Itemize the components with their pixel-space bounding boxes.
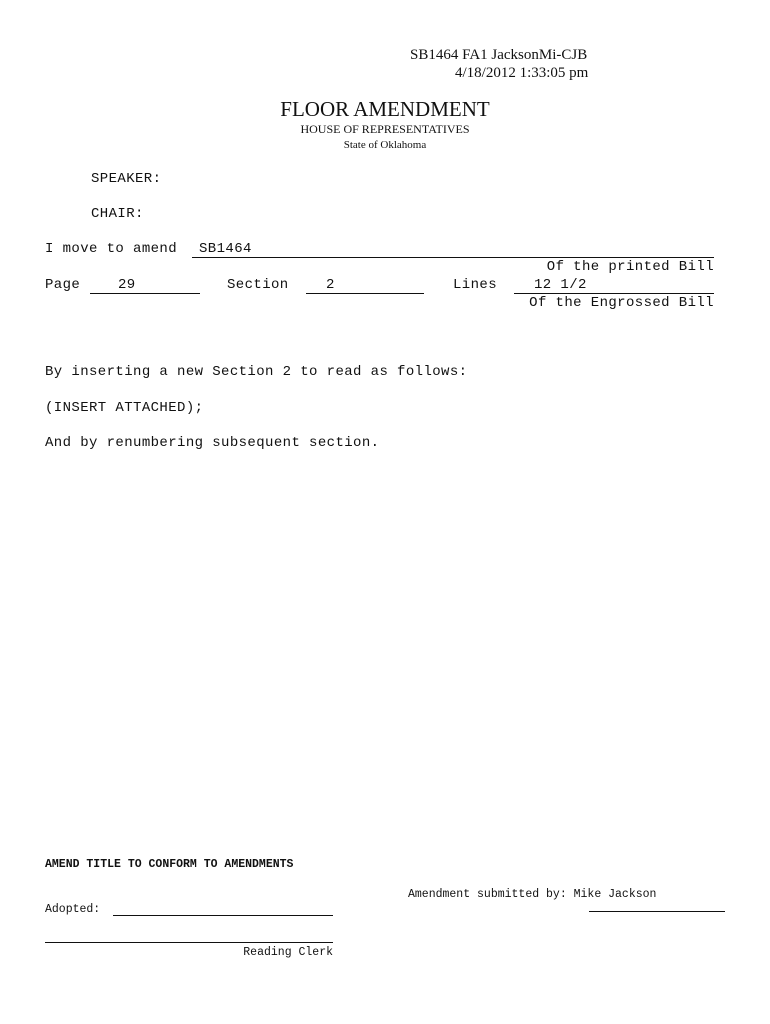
amendment-text-line: And by renumbering subsequent section. [45, 435, 380, 451]
submitter-signature-line [589, 911, 725, 912]
page-number-field: 29 [90, 277, 200, 294]
submitted-by: Amendment submitted by: Mike Jackson [408, 888, 657, 901]
document-timestamp: 4/18/2012 1:33:05 pm [455, 65, 589, 81]
document-title: FLOOR AMENDMENT [280, 97, 490, 121]
adopted-label: Adopted: [45, 903, 101, 916]
printed-bill-note: Of the printed Bill [546, 259, 714, 275]
reading-clerk-label: Reading Clerk [243, 946, 333, 959]
house-name: HOUSE OF REPRESENTATIVES [300, 122, 470, 136]
section-number-field: 2 [306, 277, 424, 294]
page-label: Page [45, 277, 81, 293]
lines-label: Lines [453, 277, 498, 293]
amendment-text-line: By inserting a new Section 2 to read as follows: [45, 364, 468, 380]
bill-number-field: SB1464 [192, 241, 714, 258]
section-label: Section [227, 277, 289, 293]
amend-title-instruction: AMEND TITLE TO CONFORM TO AMENDMENTS [45, 858, 294, 871]
clerk-signature-line [45, 942, 333, 943]
motion-label: I move to amend [45, 241, 178, 257]
speaker-label: SPEAKER: [91, 171, 162, 187]
adopted-signature-line [113, 915, 333, 916]
engrossed-bill-note: Of the Engrossed Bill [529, 295, 714, 311]
document-code: SB1464 FA1 JacksonMi-CJB [410, 47, 588, 63]
amendment-text-line: (INSERT ATTACHED); [45, 400, 204, 416]
chair-label: CHAIR: [91, 206, 144, 222]
lines-field: 12 1/2 [514, 277, 714, 294]
state-name: State of Oklahoma [343, 139, 427, 151]
